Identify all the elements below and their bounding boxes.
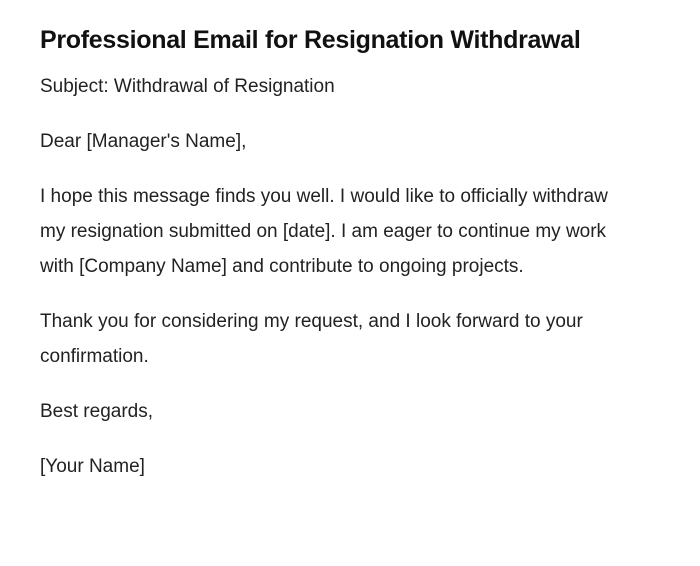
email-subject: Subject: Withdrawal of Resignation bbox=[40, 76, 335, 97]
email-closing: Best regards, bbox=[40, 401, 153, 422]
email-body-paragraph: I hope this message finds you well. I would like to officially withdraw my resignation submitted on [date]. I am eager to continue my work with [Company Name] and contribute to ongoing projects. bbox=[40, 186, 608, 277]
email-signature: [Your Name] bbox=[40, 456, 145, 477]
email-greeting: Dear [Manager's Name], bbox=[40, 131, 247, 152]
page-title: Professional Email for Resignation Withdrawal bbox=[40, 26, 581, 54]
email-body-paragraph: Thank you for considering my request, and I look forward to your confirmation. bbox=[40, 311, 583, 367]
